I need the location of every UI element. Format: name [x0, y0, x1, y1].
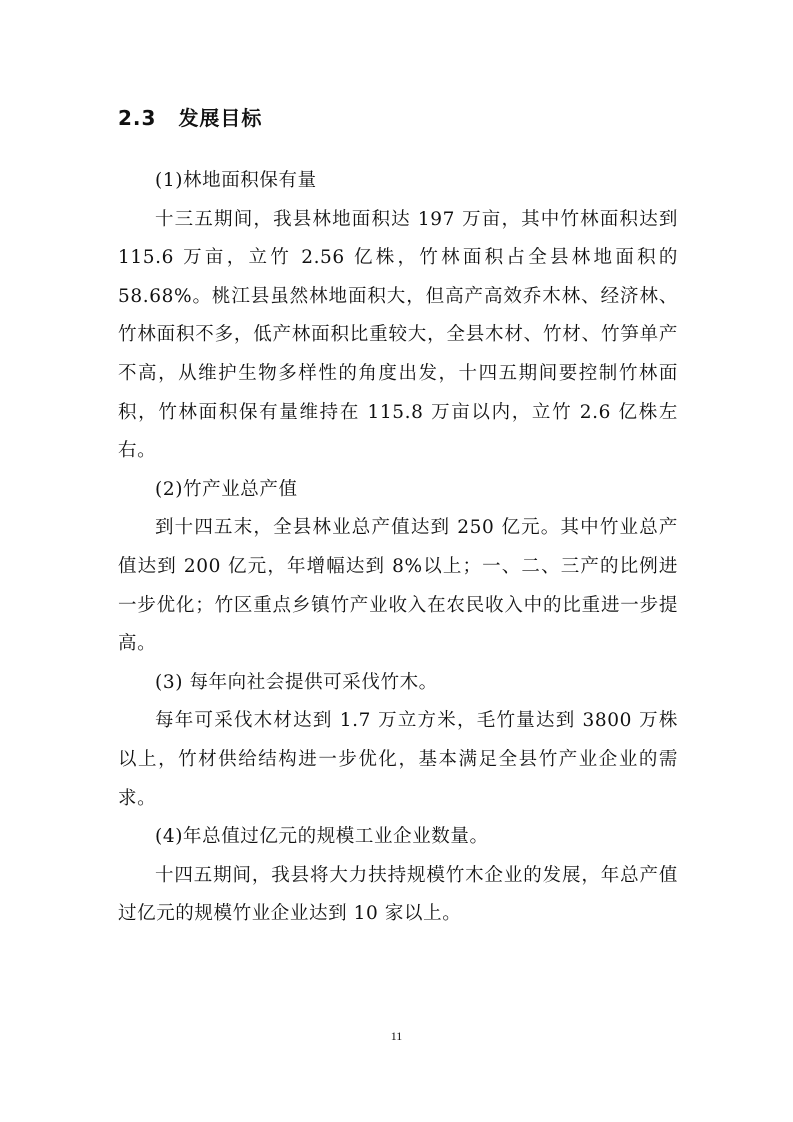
- paragraph-enterprise-count: 十四五期间，我县将大力扶持规模竹木企业的发展，年总产值过亿元的规模竹业企业达到 10 家以上。: [118, 864, 678, 925]
- section-title: 发展目标: [178, 106, 263, 130]
- subsection-title-forest-area: (1)林地面积保有量: [155, 170, 317, 191]
- paragraph-harvestable-timber: 每年可采伐木材达到 1.7 万立方米，毛竹量达到 3800 万株以上，竹材供给结构进一步优化，基本满足全县竹产业企业的需求。: [118, 710, 678, 809]
- document-body: [118, 162, 678, 934]
- section-heading: [118, 102, 262, 131]
- subsection-title-harvestable-timber: (3) 每年向社会提供可采伐竹木。: [155, 671, 438, 693]
- page-number: 11: [390, 1029, 403, 1043]
- section-number: 2.3: [118, 106, 157, 130]
- paragraph-output-value: 到十四五末，全县林业总产值达到 250 亿元。其中竹业总产值达到 200 亿元，年增幅达到 8%以上；一、二、三产的比例进一步优化；竹区重点乡镇竹产业收入在农民收入中的比重进一步提高。: [118, 517, 678, 655]
- paragraph-forest-area: 十三五期间，我县林地面积达 197 万亩，其中竹林面积达到 115.6 万亩，立竹 2.56 亿株，竹林面积占全县林地面积的 58.68%。桃江县虽然林地面积大，但高产高效乔木林、经济林、竹林面积不多，低产林面积比重较大，全县木材、竹材、竹笋单产不高，从维护生物多样性的角度出发，十四五期间要控制竹林面积，竹林面积保有量维持在 115.8 万亩以内，立竹 2.6 亿株左右。: [118, 208, 678, 462]
- subsection-title-enterprise-count: (4)年总值过亿元的规模工业企业数量。: [155, 826, 489, 848]
- subsection-title-output-value: (2)竹产业总产值: [155, 478, 298, 500]
